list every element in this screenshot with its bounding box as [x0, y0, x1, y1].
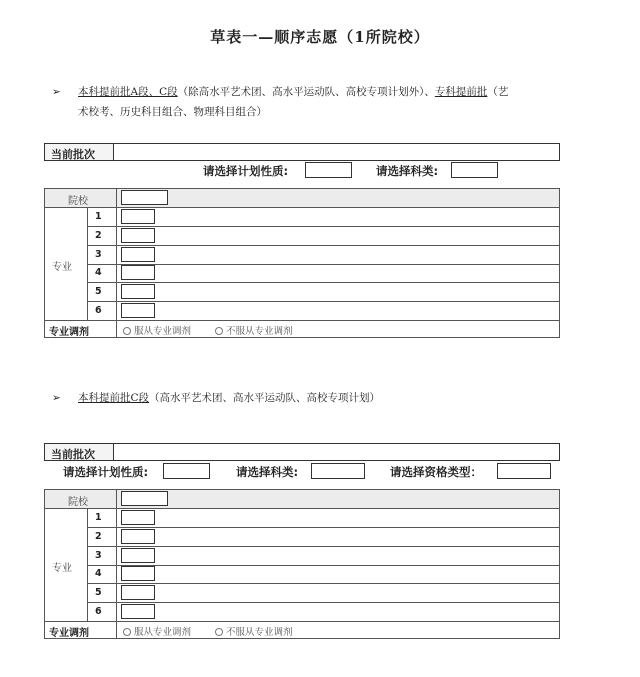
- school-label: 院校: [68, 196, 88, 207]
- plan-type-select[interactable]: [163, 463, 210, 479]
- row-number: 5: [95, 286, 102, 297]
- major-input-5[interactable]: [121, 585, 155, 600]
- radio-icon: [123, 628, 131, 636]
- school-label: 院校: [68, 497, 88, 508]
- arrow-bullet-icon: ➢: [52, 86, 61, 98]
- row-number: 1: [95, 512, 102, 523]
- batch-link-a-c: 本科提前批A段、C段: [78, 86, 178, 98]
- row-number: 4: [95, 568, 102, 579]
- current-batch-row: [44, 143, 560, 161]
- page-title: 草表一—顺序志愿（1所院校）: [210, 28, 430, 46]
- major-input-6[interactable]: [121, 604, 155, 619]
- major-input-6[interactable]: [121, 303, 155, 318]
- school-input[interactable]: [121, 190, 168, 205]
- volunteer-table: [44, 188, 560, 338]
- current-batch-label: 当前批次: [51, 448, 95, 461]
- adjust-label: 专业调剂: [49, 628, 89, 639]
- major-label: 专业: [52, 563, 72, 574]
- current-batch-field[interactable]: [114, 144, 559, 160]
- row-number: 6: [95, 305, 102, 316]
- radio-icon: [123, 327, 131, 335]
- major-input-4[interactable]: [121, 566, 155, 581]
- plan-type-select[interactable]: [305, 162, 352, 178]
- major-input-4[interactable]: [121, 265, 155, 280]
- current-batch-row: [44, 443, 560, 461]
- row-number: 2: [95, 230, 102, 241]
- qualification-type-label: 请选择资格类型：: [390, 465, 482, 479]
- major-input-2[interactable]: [121, 529, 155, 544]
- volunteer-table: [44, 489, 560, 639]
- radio-icon: [215, 628, 223, 636]
- major-input-2[interactable]: [121, 228, 155, 243]
- row-number: 6: [95, 606, 102, 617]
- subject-type-label: 请选择科类:: [236, 465, 299, 479]
- row-number: 4: [95, 267, 102, 278]
- batch-link-c: 本科提前批C段: [78, 392, 150, 404]
- option-decline[interactable]: 不服从专业调剂: [215, 323, 293, 337]
- subject-type-select[interactable]: [311, 463, 365, 479]
- subject-type-label: 请选择科类:: [376, 164, 439, 178]
- row-number: 2: [95, 531, 102, 542]
- major-input-3[interactable]: [121, 548, 155, 563]
- major-input-5[interactable]: [121, 284, 155, 299]
- radio-icon: [215, 327, 223, 335]
- plan-type-label: 请选择计划性质:: [63, 465, 149, 479]
- subject-type-select[interactable]: [451, 162, 498, 178]
- qualification-type-select[interactable]: [497, 463, 551, 479]
- row-number: 3: [95, 550, 102, 561]
- school-input[interactable]: [121, 491, 168, 506]
- section-note: ➢ 本科提前批A段、C段（除高水平艺术团、高水平运动队、高校专项计划外）、专科提前批（艺 术校考、历史科目组合、物理科目组合）: [52, 82, 622, 122]
- major-input-1[interactable]: [121, 209, 155, 224]
- plan-type-label: 请选择计划性质:: [203, 164, 289, 178]
- row-number: 1: [95, 211, 102, 222]
- option-decline[interactable]: 不服从专业调剂: [215, 624, 293, 638]
- batch-link-zhuanke: 专科提前批: [434, 86, 488, 98]
- current-batch-field[interactable]: [114, 444, 559, 460]
- major-input-3[interactable]: [121, 247, 155, 262]
- section-note: ➢ 本科提前批C段（高水平艺术团、高水平运动队、高校专项计划）: [52, 388, 622, 408]
- arrow-bullet-icon: ➢: [52, 392, 61, 404]
- current-batch-label: 当前批次: [51, 148, 95, 161]
- option-accept[interactable]: 服从专业调剂: [123, 323, 191, 337]
- major-label: 专业: [52, 262, 72, 273]
- option-accept[interactable]: 服从专业调剂: [123, 624, 191, 638]
- row-number: 3: [95, 249, 102, 260]
- row-number: 5: [95, 587, 102, 598]
- adjust-label: 专业调剂: [49, 327, 89, 338]
- major-input-1[interactable]: [121, 510, 155, 525]
